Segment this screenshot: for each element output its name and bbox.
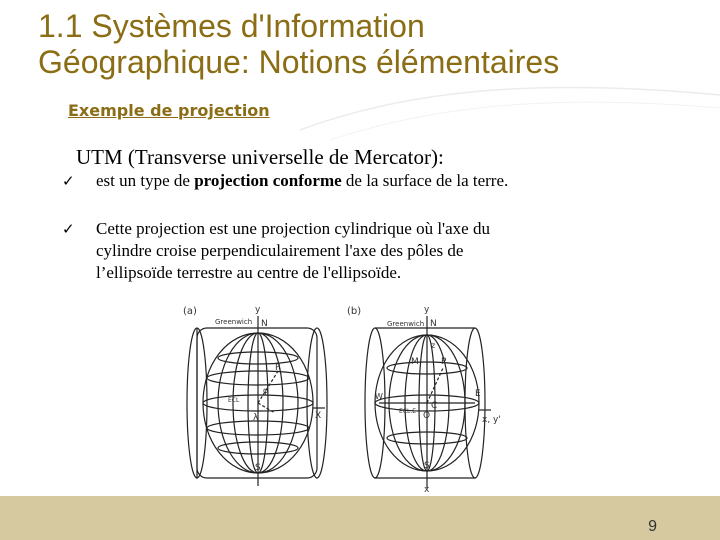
panel-a-axis-y: y (255, 305, 261, 315)
panel-b-greenwich-label: Greenwich (387, 320, 425, 328)
slide-title-line-1: 1.1 Systèmes d'Information (38, 8, 425, 44)
page-number: 9 (648, 518, 657, 535)
bullet-item-2 (62, 218, 662, 288)
bullet-text-2-line-1: Cette projection est une projection cylindrique où l'axe du (96, 219, 490, 238)
bullet-text-2-line-3: l’ellipsoïde terrestre au centre de l'ellipsoïde. (96, 263, 402, 282)
panel-b-xy-label: x, y' (482, 415, 501, 425)
panel-b (347, 305, 501, 493)
panel-b-label: (b) (347, 306, 362, 317)
panel-b-east-label: E (475, 389, 481, 399)
panel-a-south-label: S (255, 463, 261, 473)
utm-heading: UTM (Transverse universelle de Mercator): (76, 145, 444, 169)
panel-a-axis-x: X (315, 411, 322, 421)
panel-b-ecliptic-label: ECL.E (399, 408, 417, 415)
panel-a-point-p: P (275, 363, 281, 373)
section-subtitle: Exemple de projection (68, 101, 270, 120)
panel-a-label: (a) (183, 306, 197, 317)
bullet-text-1: est un type de projection conforme de la surface de la terre. (96, 171, 509, 190)
panel-b-center-c: C (431, 401, 438, 411)
panel-b-point-p: P (441, 357, 447, 367)
panel-b-north-label: N (430, 319, 437, 329)
footer-bar (0, 496, 720, 540)
panel-a-phi-label: φ (263, 386, 269, 395)
panel-b-origin-o: O (423, 411, 431, 421)
slide-title-line-2: Géographique: Notions élémentaires (38, 44, 560, 80)
panel-a-north-label: N (261, 319, 268, 329)
panel-a-ecliptic-label: ECL (228, 397, 240, 404)
panel-a (183, 305, 327, 486)
utm-projection-figure (175, 298, 505, 493)
panel-b-axis-y: y (424, 305, 430, 315)
panel-b-west-label: W (375, 392, 383, 401)
bullet-item-1 (62, 170, 662, 194)
bullet-text-2 (96, 218, 490, 284)
checkmark-icon: ✓ (62, 172, 75, 190)
panel-a-lambda-label: λ (253, 413, 259, 423)
bullet-text-2-line-2: cylindre croise perpendiculairement l'axe des pôles de (96, 241, 464, 260)
panel-b-axis-x: x (424, 485, 430, 493)
panel-b-point-m: M (411, 357, 419, 367)
panel-a-greenwich-label: Greenwich (215, 318, 253, 326)
slide-title (38, 8, 559, 80)
panel-b-axis-z: z (431, 341, 436, 350)
panel-b-south-label: S (424, 461, 430, 471)
checkmark-icon: ✓ (62, 220, 75, 238)
